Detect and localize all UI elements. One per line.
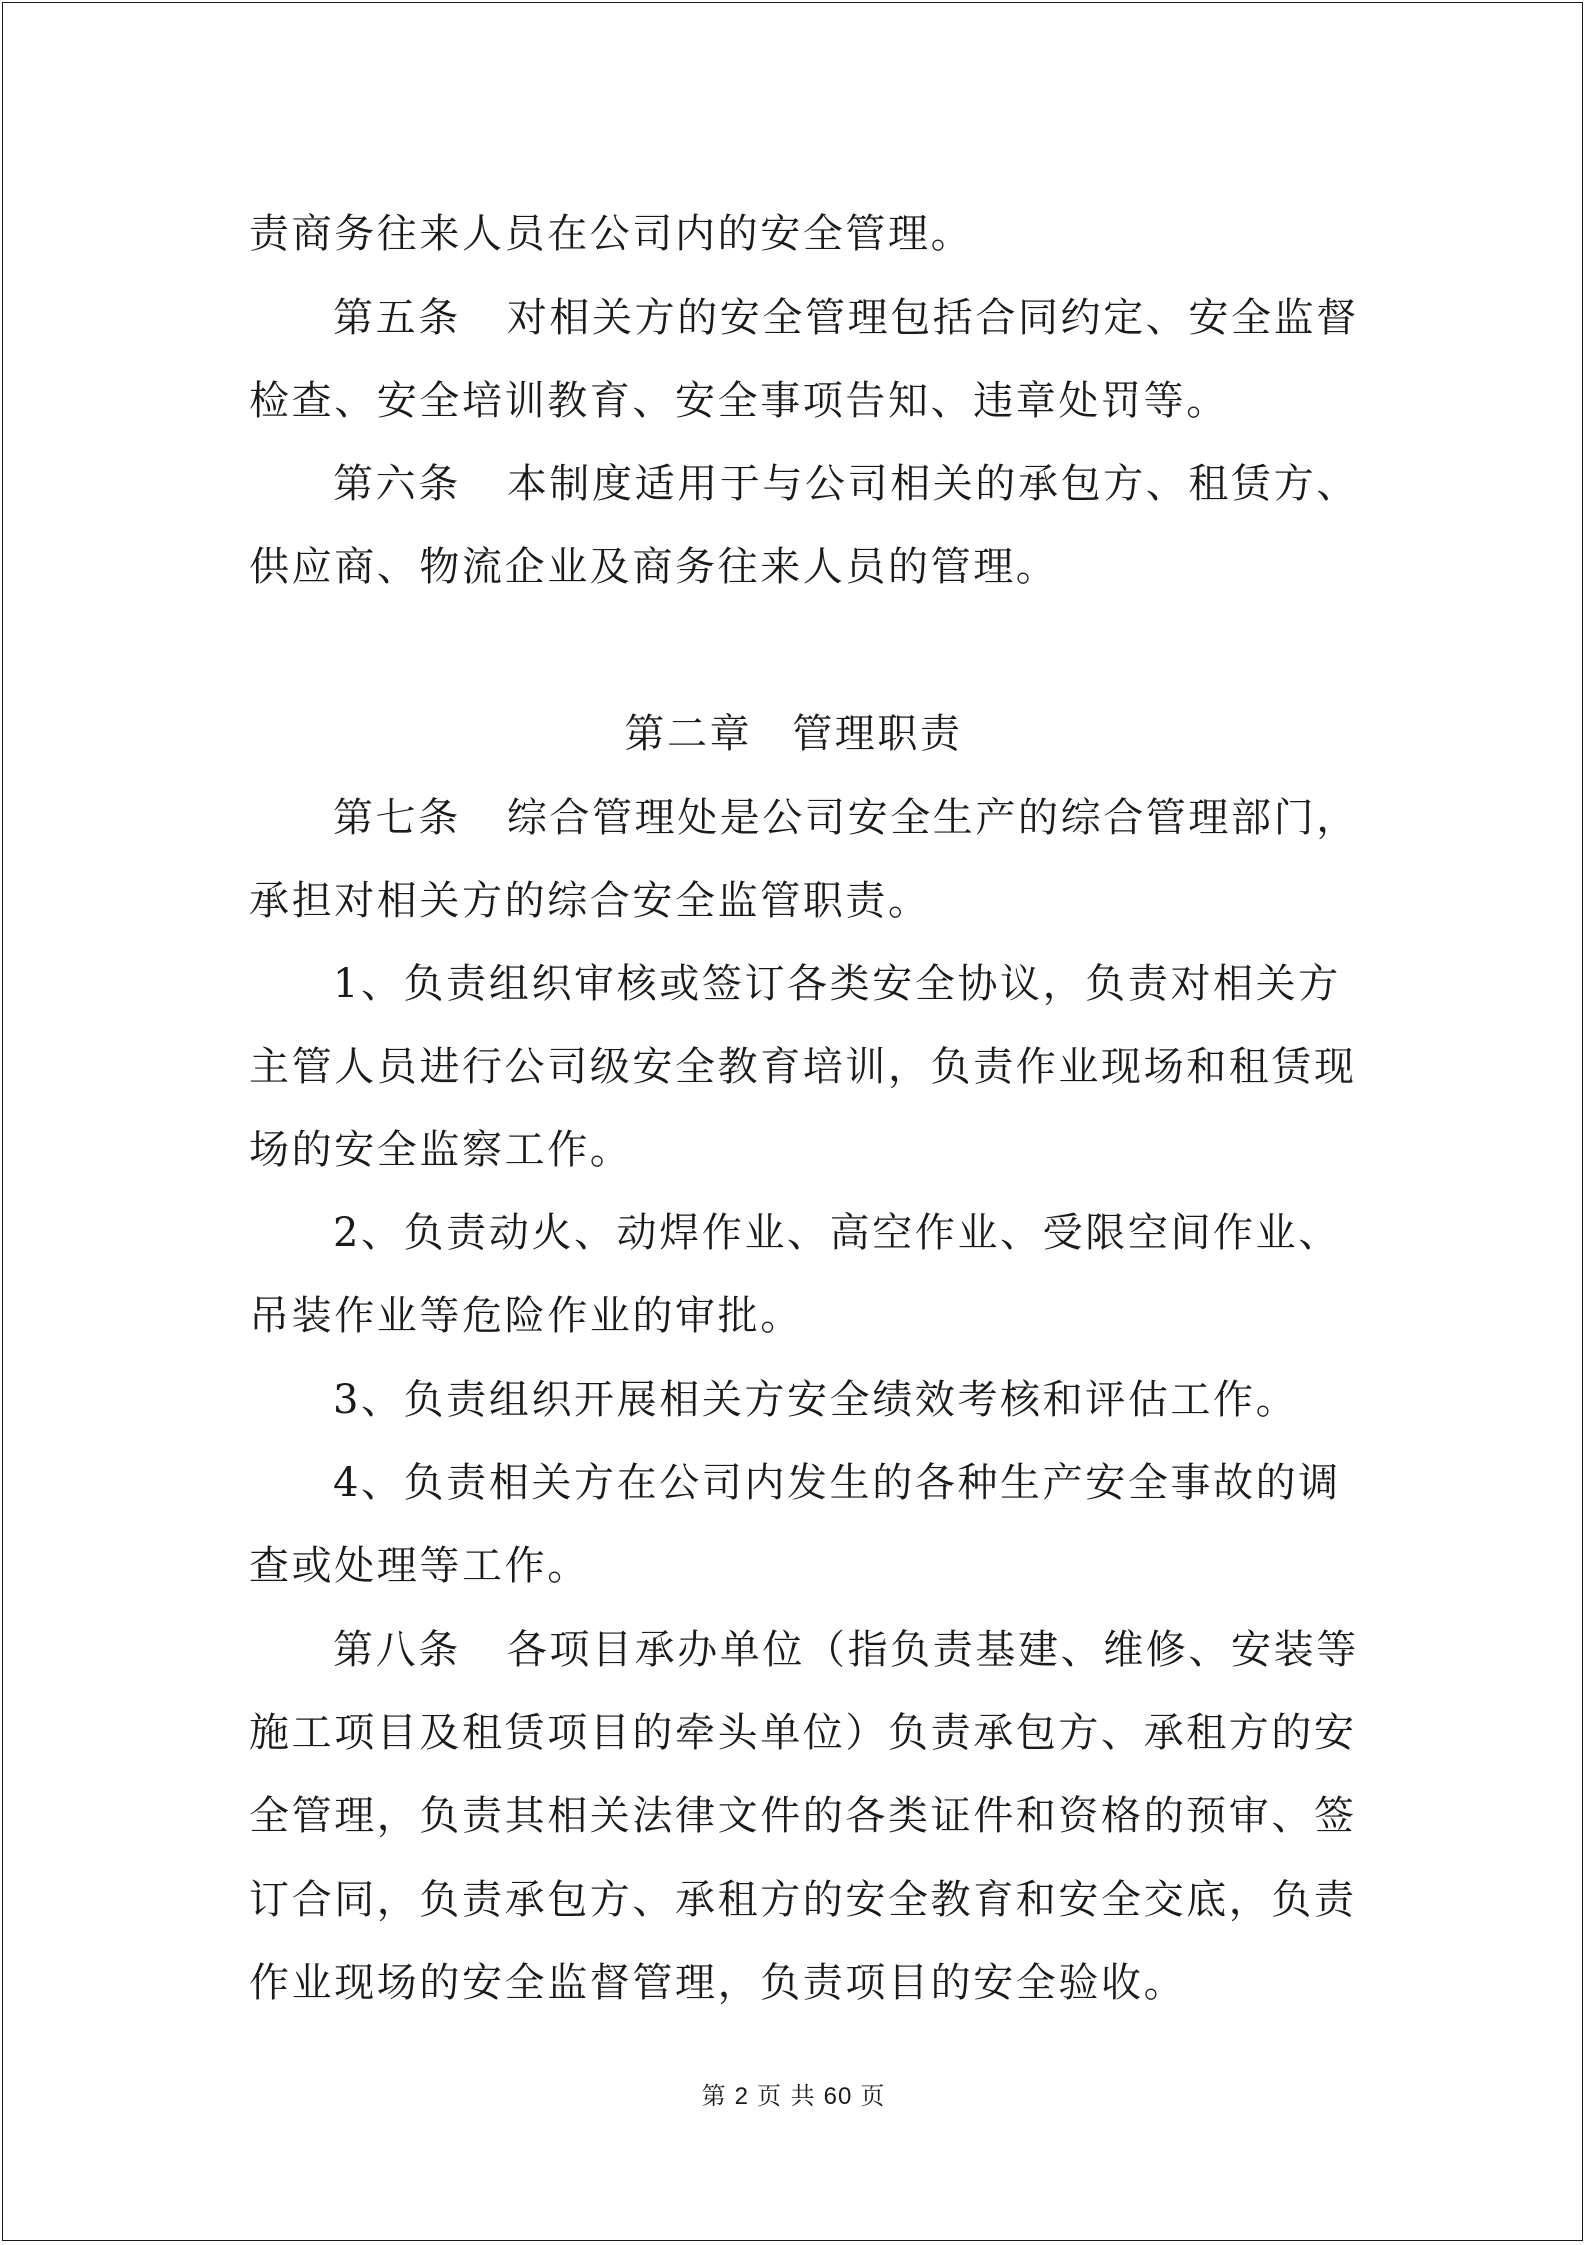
line-text: 责商务往来人员在公司内的安全管理。: [249, 211, 974, 257]
item-4: [333, 1458, 1341, 1508]
line-text: 场的安全监察工作。: [249, 1127, 633, 1173]
chapter-number: 第二章: [624, 711, 753, 757]
body-line: [249, 542, 1058, 592]
body-line: [249, 1541, 590, 1591]
body-line: [249, 876, 931, 926]
line-text: 本制度适用于与公司相关的承包方、租赁方、: [506, 461, 1359, 507]
line-text: 作业现场的安全监督管理，负责项目的安全验收。: [249, 1960, 1187, 2006]
line-text: 订合同，负责承包方、承租方的安全教育和安全交底，负责: [249, 1877, 1357, 1923]
article-label: 第五条: [333, 295, 461, 341]
page-footer: [3, 2076, 1584, 2111]
line-text: 供应商、物流企业及商务往来人员的管理。: [249, 544, 1059, 590]
article-label: 第六条: [333, 461, 461, 507]
article-5: [333, 293, 1359, 343]
body-line: [249, 1042, 1357, 1092]
line-text: 综合管理处是公司安全生产的综合管理部门，: [506, 795, 1359, 841]
body-line: [249, 376, 1229, 426]
line-text: 2、负责动火、动焊作业、高空作业、受限空间作业、: [333, 1210, 1341, 1256]
article-7: [333, 793, 1359, 843]
line-text: 各项目承办单位（指负责基建、维修、安装等: [506, 1627, 1359, 1673]
article-6: [333, 459, 1359, 509]
total-pages: 60: [823, 2083, 853, 2110]
line-text: 检查、安全培训教育、安全事项告知、违章处罚等。: [249, 378, 1229, 424]
document-page: [2, 2, 1583, 2241]
body-line: [249, 1958, 1186, 2008]
line-text: 承担对相关方的综合安全监管职责。: [249, 878, 931, 924]
body-line: [249, 1875, 1357, 1925]
footer-prefix: 第: [701, 2082, 727, 2110]
page-number: 2: [734, 2083, 749, 2110]
article-label: 第七条: [333, 795, 461, 841]
line-text: 吊装作业等危险作业的审批。: [249, 1293, 803, 1339]
chapter-title: 管理职责: [792, 711, 963, 757]
line-text: 全管理，负责其相关法律文件的各类证件和资格的预审、签: [249, 1793, 1357, 1839]
body-line: [249, 209, 973, 259]
article-8: [333, 1625, 1359, 1675]
footer-middle: 页 共: [757, 2082, 816, 2110]
line-text: 主管人员进行公司级安全教育培训，负责作业现场和租赁现: [249, 1044, 1357, 1090]
item-3: [333, 1375, 1298, 1425]
line-text: 4、负责相关方在公司内发生的各种生产安全事故的调: [333, 1460, 1341, 1506]
article-label: 第八条: [333, 1627, 461, 1673]
item-1: [333, 959, 1341, 1009]
chapter-heading: [3, 709, 1584, 759]
line-text: 施工项目及租赁项目的牵头单位）负责承包方、承租方的安: [249, 1710, 1357, 1756]
line-text: 1、负责组织审核或签订各类安全协议，负责对相关方: [333, 961, 1341, 1007]
footer-suffix: 页: [860, 2082, 886, 2110]
body-line: [249, 1791, 1357, 1841]
body-line: [249, 1708, 1357, 1758]
item-2: [333, 1208, 1341, 1258]
line-text: 查或处理等工作。: [249, 1543, 590, 1589]
body-line: [249, 1291, 803, 1341]
line-text: 对相关方的安全管理包括合同约定、安全监督: [506, 295, 1359, 341]
body-line: [249, 1125, 632, 1175]
line-text: 3、负责组织开展相关方安全绩效考核和评估工作。: [333, 1377, 1299, 1423]
